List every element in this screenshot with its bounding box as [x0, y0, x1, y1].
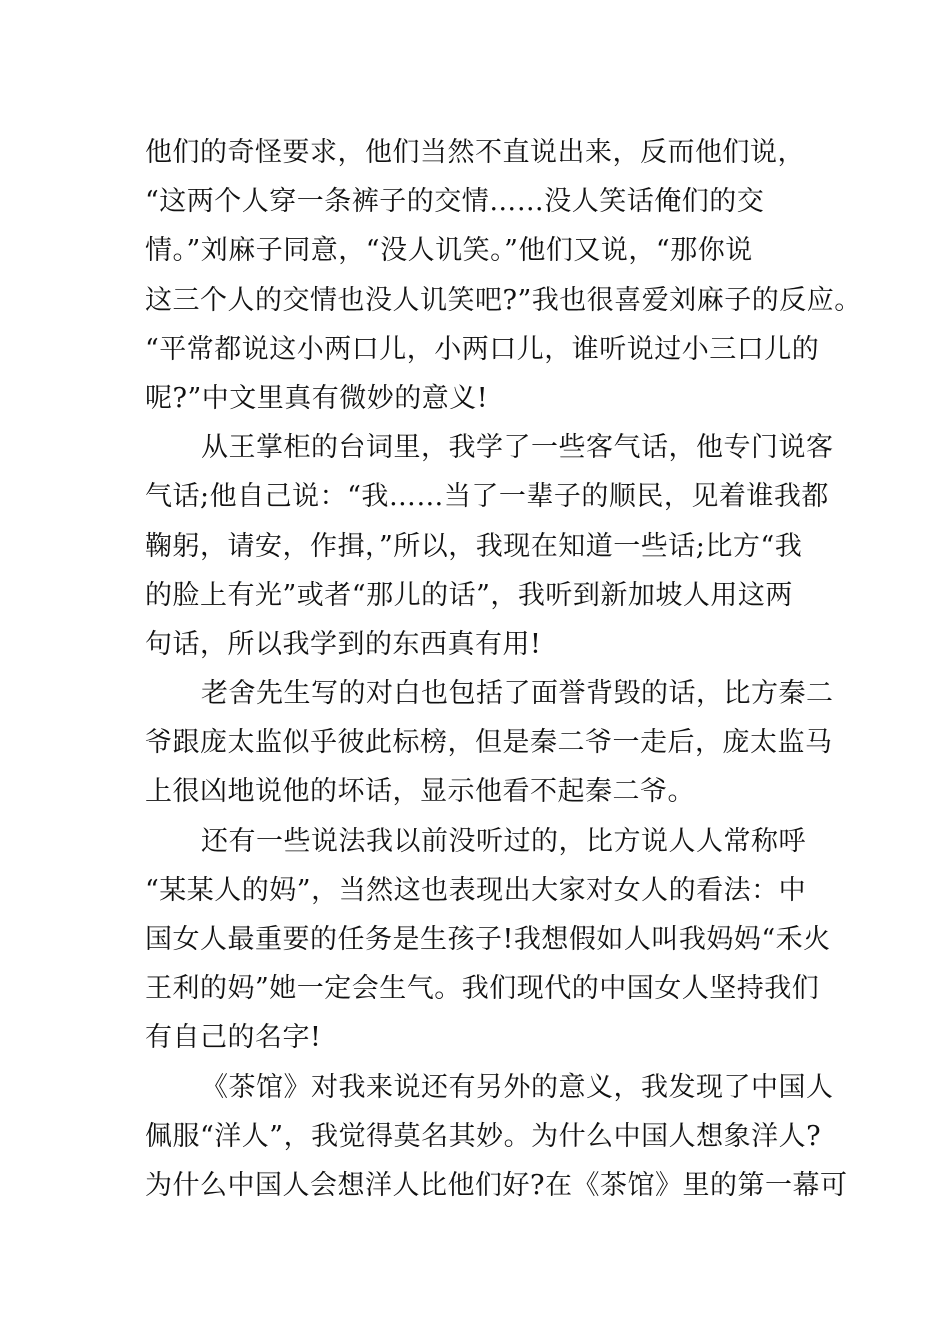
text-line: 的脸上有光”或者“那儿的话”，我听到新加坡人用这两: [145, 579, 793, 611]
text-line: “这两个人穿一条裤子的交情……没人笑话俺们的交: [145, 186, 765, 218]
text-line: 王利的妈”她一定会生气。我们现代的中国女人坚持我们: [145, 973, 820, 1005]
text-line: 鞠躬，请安，作揖，”所以，我现在知道一些话;比方“我: [145, 530, 803, 562]
paragraph-start-line: 从王掌柜的台词里，我学了一些客气话，他专门说客: [201, 432, 834, 464]
paragraph-start-line: 还有一些说法我以前没听过的，比方说人人常称呼: [201, 825, 806, 857]
text-line: 气话;他自己说：“我……当了一辈子的顺民，见着谁我都: [145, 481, 829, 513]
text-line: “某某人的妈”，当然这也表现出大家对女人的看法：中: [145, 874, 807, 906]
paragraph-start-line: 老舍先生写的对白也包括了面誉背毁的话，比方秦二: [201, 678, 834, 710]
text-line: 情。”刘麻子同意，“没人讥笑。”他们又说，“那你说: [145, 235, 753, 267]
text-line: 为什么中国人会想洋人比他们好?在《茶馆》里的第一幕可: [145, 1169, 848, 1201]
text-line: 上很凶地说他的坏话，显示他看不起秦二爷。: [145, 776, 695, 808]
text-line: 有自己的名字!: [145, 1022, 322, 1054]
text-line: 国女人最重要的任务是生孩子!我想假如人叫我妈妈“禾火: [145, 924, 831, 955]
text-line: 句话，所以我学到的东西真有用!: [145, 628, 542, 660]
text-line: 呢?”中文里真有微妙的意义!: [145, 382, 489, 414]
paragraph-start-line: 《茶馆》对我来说还有另外的意义，我发现了中国人: [201, 1071, 834, 1103]
text-line: 佩服“洋人”，我觉得莫名其妙。为什么中国人想象洋人?: [145, 1120, 822, 1152]
text-line: 他们的奇怪要求，他们当然不直说出来，反而他们说，: [145, 137, 805, 168]
text-line: “平常都说这小两口儿，小两口儿，谁听说过小三口儿的: [145, 333, 820, 365]
text-line: 这三个人的交情也没人讥笑吧?”我也很喜爱刘麻子的反应。: [145, 284, 862, 316]
document-page: [145, 128, 862, 1210]
text-line: 爷跟庞太监似乎彼此标榜，但是秦二爷一走后，庞太监马: [145, 727, 833, 759]
